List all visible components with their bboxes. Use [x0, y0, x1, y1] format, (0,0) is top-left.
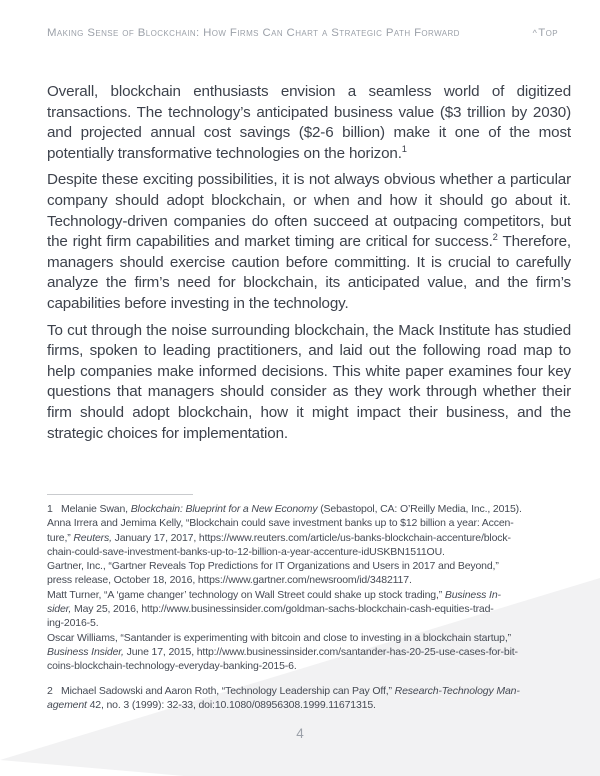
running-header: [47, 27, 558, 39]
text-segment: Despite these exciting possibilities, it is not always obvious whether a particular company should adopt blockchain, or when and how it should go about it. Technology-driven companies do often succeed at outpacing competitors, but the right firm capabilities and market timing are critical for success.: [47, 171, 571, 251]
text-segment: coins-blockchain-technology-everyday-banking-2015-6.: [47, 660, 297, 673]
body-paragraph: [47, 170, 571, 314]
text-segment: 42, no. 3 (1999): 32-33, doi:10.1080/08956308.1999.11671315.: [86, 698, 376, 711]
footnote-line: [47, 684, 571, 698]
top-link[interactable]: [533, 27, 558, 39]
footnote-1: [47, 502, 571, 674]
text-segment: 1 Melanie Swan,: [47, 503, 131, 515]
text-segment: May 25, 2016, http://www.businessinsider.com/goldman-sachs-blockchain-cash-equities-trad-: [71, 603, 494, 616]
footnote-2: [47, 684, 571, 713]
text-segment: Business In-: [444, 588, 501, 601]
text-segment: Blockchain: Blueprint for a New Economy: [130, 503, 318, 515]
footnote-divider: [47, 494, 193, 495]
text-segment: ture,”: [47, 531, 71, 544]
footnote-line: [47, 559, 571, 573]
footnote-line: [47, 573, 571, 587]
page-number: 4: [296, 726, 304, 741]
footnote-line: [47, 502, 571, 516]
body-paragraph: [47, 321, 571, 445]
text-segment: chain-could-save-investment-banks-up-to-12-billion-a-year-accenture-idUSKBN1511OU.: [47, 545, 445, 558]
text-segment: Matt Turner, “A ‘game changer’ technology on Wall Street could shake up stock trading,”: [47, 588, 445, 601]
text-segment: sider,: [47, 603, 72, 616]
text-segment: June 17, 2015, http://www.businessinsider.com/santander-has-20-25-use-cases-for-bit-: [123, 645, 518, 658]
body-paragraph: [47, 82, 571, 164]
text-segment: To cut through the noise surrounding blockchain, the Mack Institute has studied firms, spoken to leading practitioners, and laid out the following road map to help companies make informed decisions. This white paper examines four key questions that managers should consider as they work through whether their firm should adopt blockchain, how it might impact their business, and the strategic choices for implementation.: [47, 321, 571, 442]
text-segment: Oscar Williams, “Santander is experimenting with bitcoin and close to investing in a blockchain startup,”: [47, 631, 511, 644]
footnote-line: [47, 645, 571, 659]
footnote-line: [47, 545, 571, 559]
footnote-ref: 1: [401, 142, 407, 154]
text-segment: Anna Irrera and Jemima Kelly, “Blockchain could save investment banks up to $12 billion a year: Accen-: [47, 517, 514, 530]
text-segment: Research-Technology Man-: [394, 684, 520, 697]
footnote-line: [47, 659, 571, 673]
text-segment: (Sebastopol, CA: O’Reilly Media, Inc., 2015).: [317, 503, 522, 515]
footnote-line: [47, 698, 571, 712]
footnote-line: [47, 588, 571, 602]
text-segment: Therefore, managers should exercise caution before committing. It is crucial to carefully analyze the firm’s need for blockchain, its anticipated value, and the firm’s capabilities before investing in the technology.: [47, 233, 572, 312]
text-segment: 2 Michael Sadowski and Aaron Roth, “Technology Leadership can Pay Off,”: [47, 684, 395, 697]
text-segment: Gartner, Inc., “Gartner Reveals Top Predictions for IT Organizations and Users in 2017 and Beyond,”: [47, 560, 499, 573]
footnote-line: [47, 602, 571, 616]
text-segment: January 17, 2017, https://www.reuters.com/article/us-banks-blockchain-accenture/block-: [111, 531, 511, 544]
footnote-line: [47, 631, 571, 645]
text-segment: Overall, blockchain enthusiasts envision a seamless world of digitized transactions. The technology’s anticipated business value ($3 trillion by 2030) and projected annual cost savings ($2-6 billion) make it one of the most potentially transformative technologies on the horizon.: [47, 83, 571, 162]
running-header-title: Making Sense of Blockchain: How Firms Can Chart a Strategic Path Forward: [47, 27, 460, 39]
footnote-ref: 2: [492, 231, 498, 243]
footnotes-section: [47, 494, 571, 722]
top-link-label: Top: [538, 27, 558, 39]
text-segment: Reuters,: [70, 531, 112, 544]
text-segment: press release, October 18, 2016, https://www.gartner.com/newsroom/id/3482117.: [47, 574, 412, 587]
footnote-line: [47, 616, 571, 630]
text-segment: agement: [47, 698, 87, 711]
text-segment: Business Insider,: [47, 645, 124, 658]
footnote-line: [47, 516, 571, 530]
caret-up-icon: ^: [532, 28, 538, 38]
body-content: [47, 82, 571, 450]
text-segment: ing-2016-5.: [47, 617, 99, 630]
footnote-line: [47, 531, 571, 545]
